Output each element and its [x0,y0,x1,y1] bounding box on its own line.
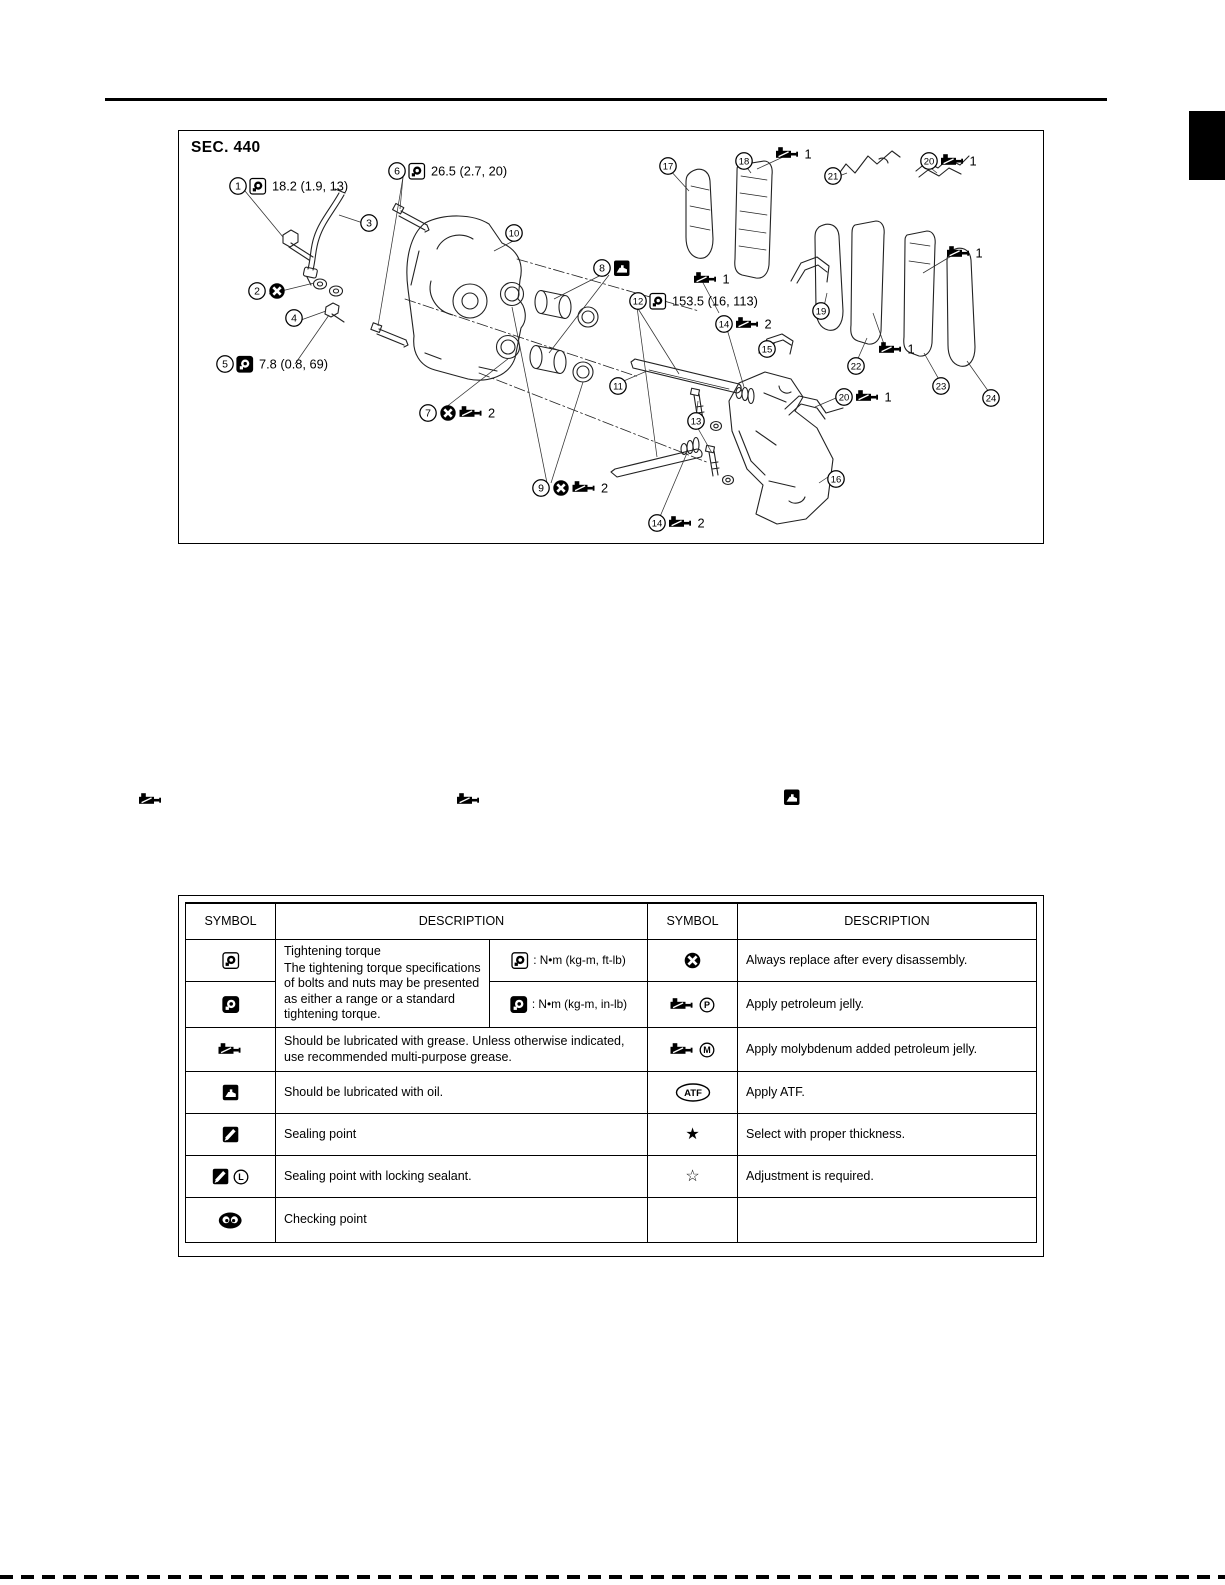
legend-cell-torque-inlb-unit [490,982,648,1028]
callout-6 [389,163,507,179]
grease-icon [456,791,484,809]
svg-text:3: 3 [366,217,372,230]
torque-title: Tightening torque [284,943,381,958]
legend-header-symbol-left: SYMBOL [186,904,276,940]
legend-cell-replace-description: Always replace after every disassembly. [738,940,1036,982]
callout-10 [506,225,522,241]
callout-13 [688,413,704,429]
grease-icon [670,1042,695,1057]
legend-cell-oil-symbol [186,1072,276,1114]
callout-symbol [776,146,812,161]
legend-cell-select-description: Select with proper thickness. [738,1114,1036,1156]
page-bottom-cut-line [0,1575,1225,1579]
legend-cell-petroleum-description: Apply petroleum jelly. [738,982,1036,1028]
svg-text:18.2 (1.9, 13): 18.2 (1.9, 13) [272,178,349,194]
callout-11 [610,378,626,394]
callout-21 [825,168,841,184]
torque-ftlb-unit: : N•m (kg-m, ft-lb) [533,953,626,968]
svg-text:8: 8 [599,262,605,275]
oil-icon [783,788,811,806]
callout-19 [813,303,829,319]
svg-text:9: 9 [538,482,544,495]
svg-text:2: 2 [488,405,496,421]
legend-cell-torque-description [276,940,490,1028]
callout-4 [286,310,302,326]
svg-text:22: 22 [850,361,862,373]
svg-text:1: 1 [907,341,915,357]
callout-3 [361,215,377,231]
legend-cell-sealing-description: Sealing point [276,1114,648,1156]
symbol-legend-figure [178,895,1044,1257]
torque-inlb-unit: : N•m (kg-m, in-lb) [531,997,628,1012]
svg-text:153.5 (16, 113): 153.5 (16, 113) [672,293,758,309]
callout-12 [630,293,758,309]
svg-text:5: 5 [222,358,228,371]
callout-8 [594,260,630,276]
circled-m-text: M [703,1044,711,1055]
symbol-legend-table [185,902,1037,1243]
legend-cell-atf-symbol [648,1072,738,1114]
callout-symbol [694,271,730,286]
legend-cell-star-filled-symbol [648,1114,738,1156]
circled-p-text: P [703,999,711,1010]
callout-2 [249,283,285,299]
callout-5 [217,356,328,372]
atf-icon [675,1083,711,1102]
svg-text:1: 1 [884,389,892,405]
legend-cell-replace-symbol [648,940,738,982]
legend-cell-torque-ftlb-symbol [186,940,276,982]
svg-text:2: 2 [254,285,260,298]
svg-text:2: 2 [697,515,705,531]
callout-17 [660,158,676,174]
legend-cell-atf-description: Apply ATF. [738,1072,1036,1114]
callout-symbol [879,341,915,356]
callout-20 [836,389,892,405]
atf-text: ATF [683,1088,702,1099]
legend-cell-sealing-lock-description: Sealing point with locking sealant. [276,1156,648,1198]
svg-text:1: 1 [804,146,812,162]
header-rule [105,98,1107,101]
svg-text:18: 18 [738,156,750,168]
replace-icon [684,952,701,969]
tightening-torque-ftlb-icon [222,952,240,969]
section-label: SEC. 440 [191,139,261,156]
svg-text:4: 4 [291,312,297,325]
callout-7 [420,405,495,421]
svg-text:1: 1 [235,180,241,193]
legend-cell-torque-ftlb-unit [490,940,648,982]
svg-text:19: 19 [815,306,827,318]
circled-l-text: L [238,1171,244,1182]
legend-header-description-left: DESCRIPTION [276,904,648,940]
svg-text:1: 1 [975,245,983,261]
sealing-icon [212,1168,229,1185]
callout-symbol [947,245,983,260]
svg-text:14: 14 [718,319,730,331]
exploded-diagram [179,131,1042,542]
legend-header-description-right: DESCRIPTION [738,904,1036,940]
callout-14 [716,316,772,332]
legend-cell-grease-description: Should be lubricated with grease. Unless otherwise indicated, use recommended multi-purpose grease. [276,1028,648,1072]
svg-text:23: 23 [935,381,947,393]
legend-cell-torque-inlb-symbol [186,982,276,1028]
svg-text:10: 10 [508,228,520,240]
section-edge-tab [1189,111,1225,180]
svg-text:11: 11 [613,381,623,393]
svg-text:16: 16 [830,474,842,486]
svg-text:20: 20 [923,156,935,168]
svg-text:20: 20 [838,392,850,404]
checking-icon [218,1212,243,1229]
callout-20 [921,153,977,169]
svg-text:15: 15 [761,344,773,356]
grease-icon [670,997,695,1012]
callout-9 [533,480,608,496]
circled-m-icon [699,1042,715,1058]
svg-text:2: 2 [764,316,772,332]
callout-16 [828,471,844,487]
sealing-icon [222,1126,239,1143]
torque-body: The tightening torque specifications of bolts and nuts may be presented as either a range or a standard tightening torque. [284,960,481,1022]
svg-text:14: 14 [651,518,663,530]
grease-icon [138,791,166,809]
svg-text:2: 2 [601,480,609,496]
svg-text:7: 7 [425,407,431,420]
star-filled-icon: ★ [685,1125,700,1143]
legend-cell-oil-description: Should be lubricated with oil. [276,1072,648,1114]
legend-cell-star-open-symbol [648,1156,738,1198]
svg-text:6: 6 [394,165,400,178]
svg-text:7.8 (0.8, 69): 7.8 (0.8, 69) [259,356,329,372]
svg-text:13: 13 [690,416,702,428]
legend-cell-sealing-lock-symbol [186,1156,276,1198]
svg-text:26.5 (2.7, 20): 26.5 (2.7, 20) [431,163,508,179]
legend-cell-adjustment-description: Adjustment is required. [738,1156,1036,1198]
svg-text:24: 24 [985,393,997,405]
svg-text:1: 1 [722,271,730,287]
legend-cell-molybdenum-description: Apply molybdenum added petroleum jelly. [738,1028,1036,1072]
legend-cell-grease-symbol [186,1028,276,1072]
circled-l-icon [233,1169,249,1185]
svg-text:21: 21 [827,171,839,183]
tightening-torque-inlb-icon [222,996,240,1013]
tightening-torque-ftlb-icon [511,952,529,969]
legend-cell-checking-description: Checking point [276,1198,648,1242]
legend-cell-checking-symbol [186,1198,276,1242]
svg-text:17: 17 [662,161,674,173]
legend-cell-empty-symbol [648,1198,738,1242]
callout-14 [649,515,705,531]
callout-23 [933,378,949,394]
callout-22 [848,358,864,374]
oil-icon [222,1084,239,1101]
circled-p-icon [699,997,715,1013]
star-open-icon: ☆ [685,1167,700,1185]
exploded-diagram-figure [178,130,1044,544]
legend-header-symbol-right: SYMBOL [648,904,738,940]
legend-cell-petroleum-symbol [648,982,738,1028]
callout-15 [759,341,775,357]
grease-icon [218,1042,243,1057]
legend-cell-sealing-symbol [186,1114,276,1156]
diagram-art [283,151,975,524]
callout-24 [983,390,999,406]
legend-cell-molybdenum-symbol [648,1028,738,1072]
svg-text:1: 1 [969,153,977,169]
callout-18 [736,153,752,169]
callout-1 [230,178,348,194]
svg-text:12: 12 [632,296,644,308]
legend-cell-empty-description [738,1198,1036,1242]
tightening-torque-inlb-icon [510,996,528,1013]
